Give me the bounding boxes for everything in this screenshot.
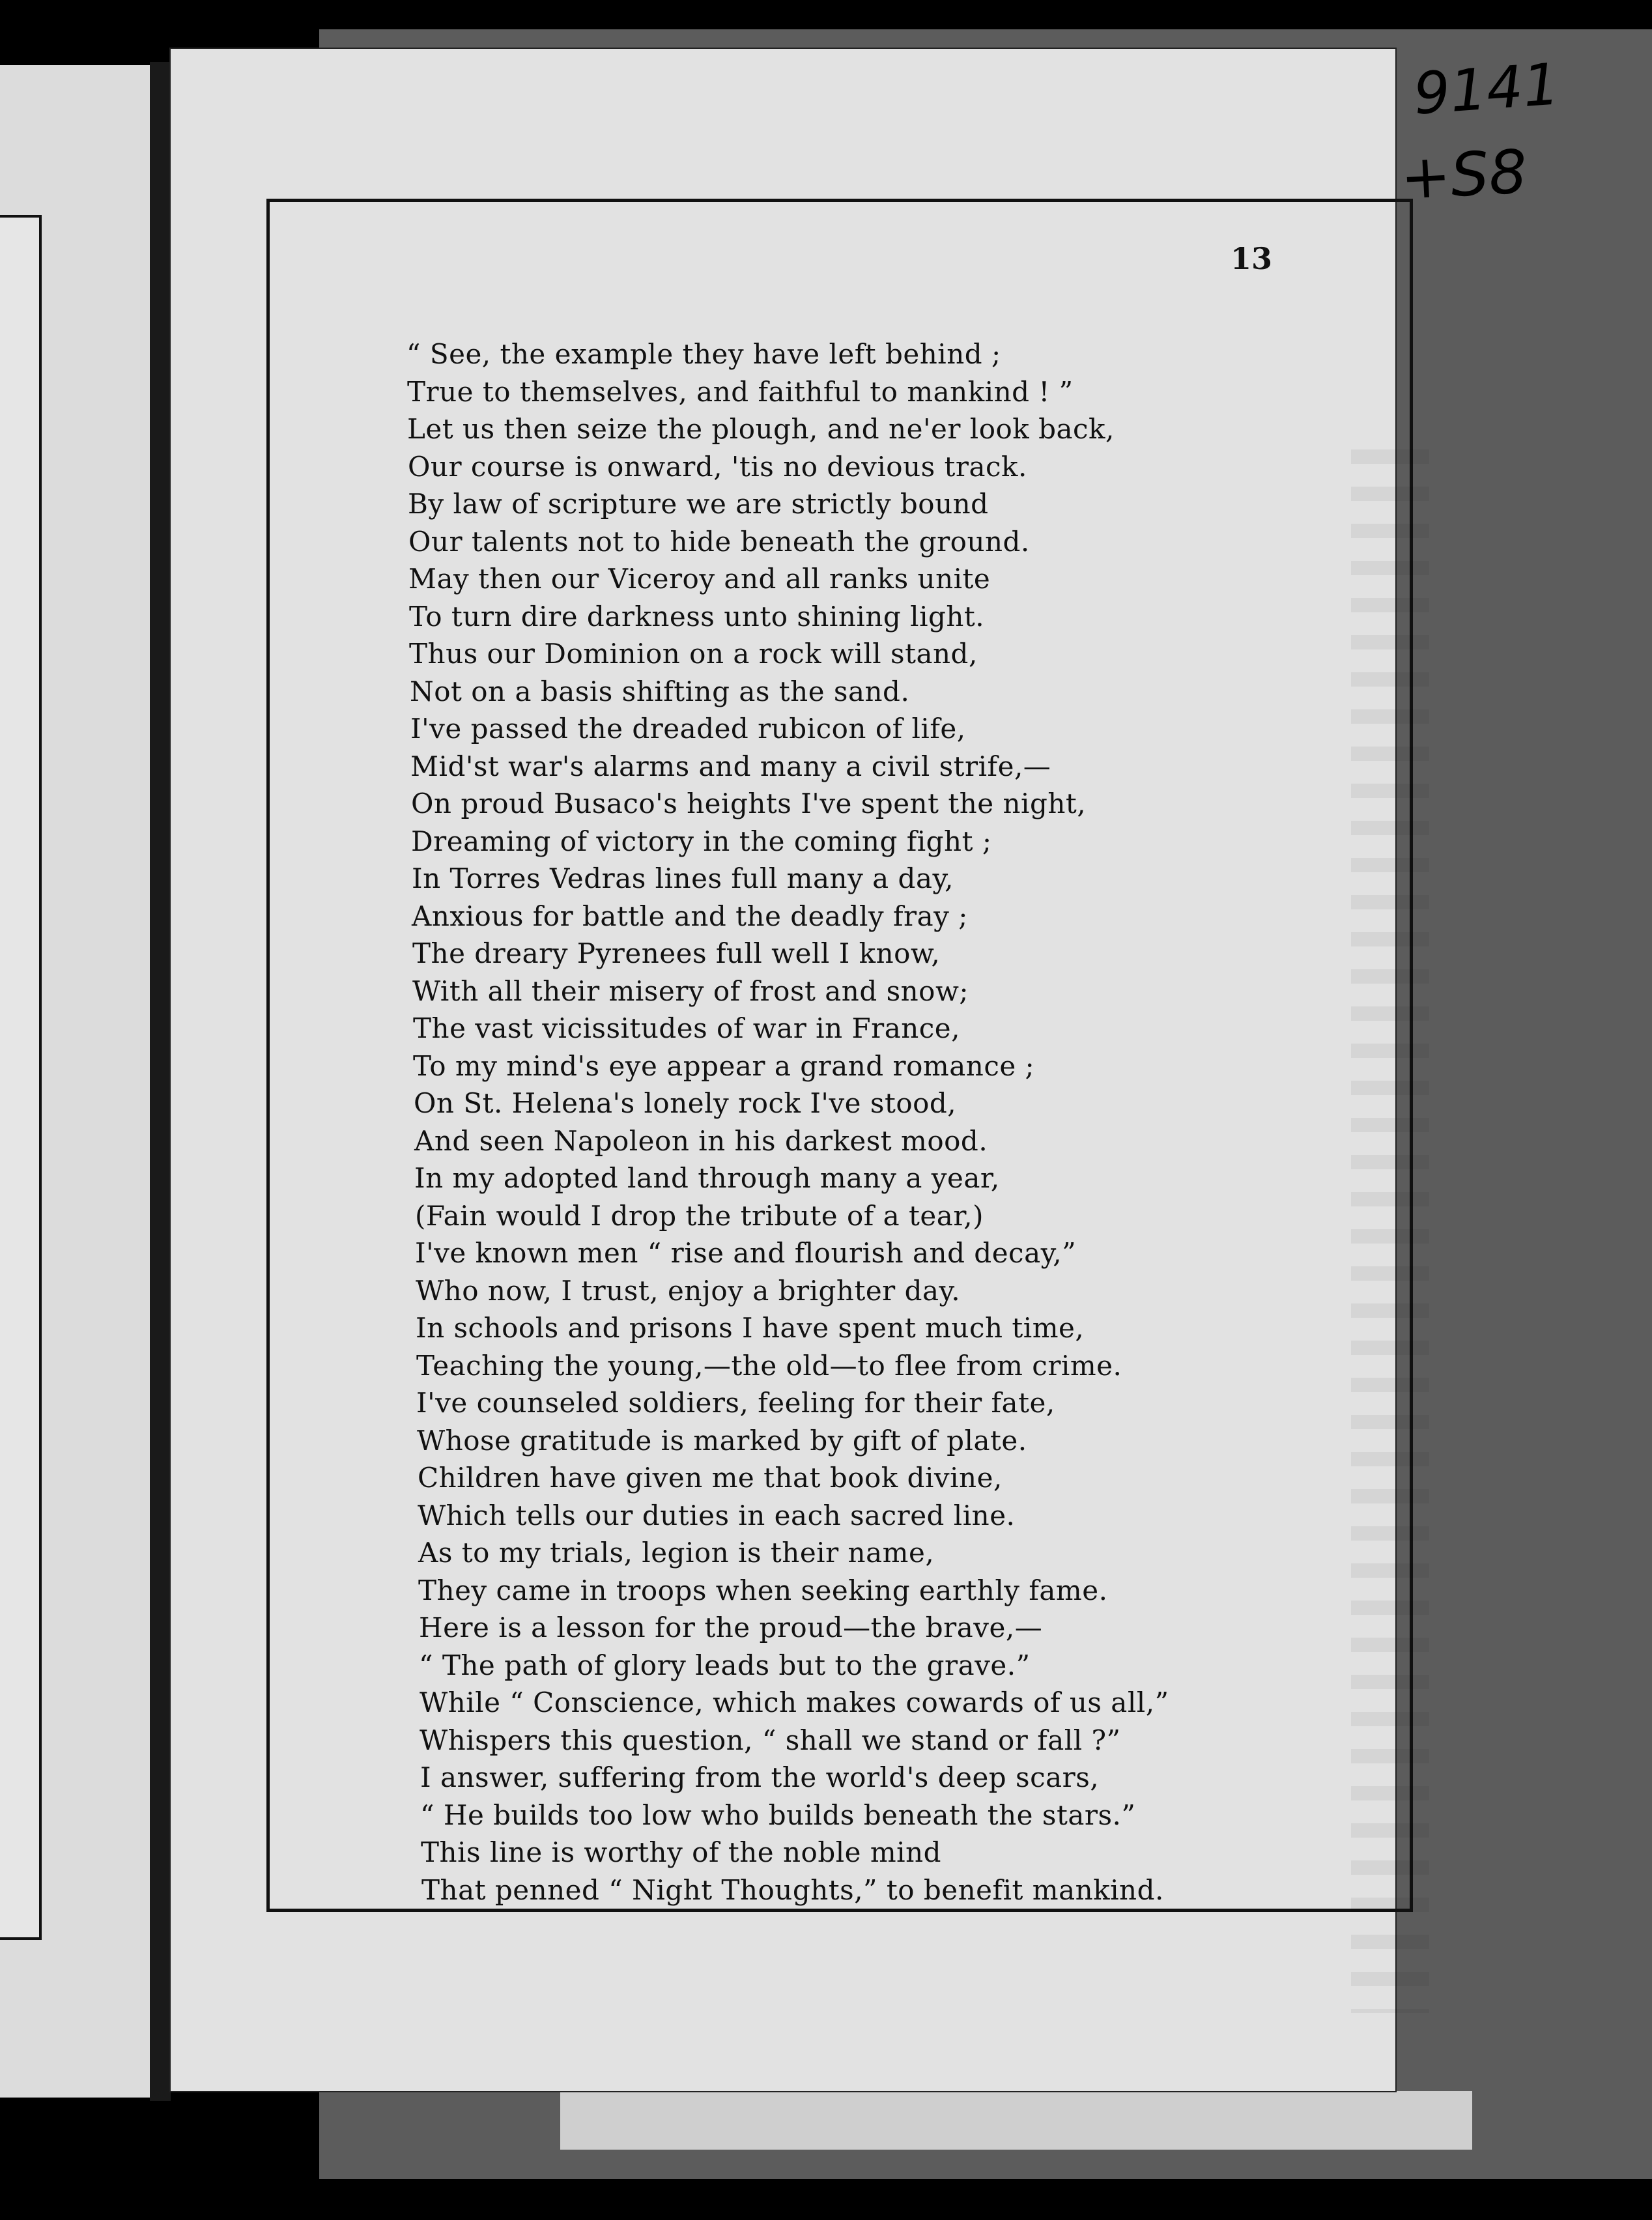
poem-line: “ He builds too low who builds beneath the stars.”: [420, 1799, 1136, 1831]
poem-line: Whispers this question, “ shall we stand or fall ?”: [420, 1724, 1121, 1756]
poem-line: Not on a basis shifting as the sand.: [410, 675, 910, 707]
poem-line: Children have given me that book divine,: [418, 1462, 1003, 1494]
poem-line: And seen Napoleon in his darkest mood.: [414, 1124, 988, 1157]
archive-mark-number: 9141: [1411, 50, 1562, 128]
poem-line: Here is a lesson for the proud—the brave,—: [419, 1612, 1043, 1644]
poem-line: In Torres Vedras lines full many a day,: [412, 862, 954, 894]
poem-line: May then our Viceroy and all ranks unite: [408, 563, 991, 595]
poem-line: True to themselves, and faithful to mankind ! ”: [407, 375, 1074, 408]
poem-text: [406, 335, 1169, 1909]
poem-line: Our talents not to hide beneath the ground.: [408, 525, 1030, 558]
poem-line: Whose gratitude is marked by gift of plate.: [417, 1424, 1027, 1457]
poem-line: To turn dire darkness unto shining light.: [409, 600, 985, 633]
page-border-frame: [266, 199, 1413, 1912]
book-page: [171, 49, 1395, 2091]
facing-page-left: [0, 65, 150, 2098]
archive-mark-code: +S8: [1399, 136, 1529, 214]
poem-line: I've passed the dreaded rubicon of life,: [410, 713, 966, 745]
poem-line: By law of scripture we are strictly bound: [408, 488, 989, 520]
poem-line: The vast vicissitudes of war in France,: [413, 1012, 961, 1044]
poem-line: They came in troops when seeking earthly fame.: [418, 1574, 1108, 1606]
page-number: 13: [1231, 241, 1273, 276]
poem-line: As to my trials, legion is their name,: [418, 1537, 935, 1569]
poem-line: That penned “ Night Thoughts,” to benefit mankind.: [421, 1873, 1164, 1906]
facing-page-frame: [0, 215, 42, 1940]
poem-line: On proud Busaco's heights I've spent the night,: [411, 788, 1087, 819]
poem-line: (Fain would I drop the tribute of a tear,): [415, 1199, 984, 1232]
poem-line: To my mind's eye appear a grand romance ;: [413, 1049, 1035, 1082]
poem-line: I've known men “ rise and flourish and decay,”: [415, 1237, 1077, 1269]
poem-line: I've counseled soldiers, feeling for their fate,: [416, 1387, 1055, 1419]
poem-line: In my adopted land through many a year,: [414, 1162, 1000, 1194]
poem-line: With all their misery of frost and snow;: [412, 975, 969, 1007]
poem-line: Mid'st war's alarms and many a civil strife,—: [410, 750, 1051, 782]
poem-line: On St. Helena's lonely rock I've stood,: [414, 1087, 957, 1119]
poem-line: While “ Conscience, which makes cowards of us all,”: [420, 1686, 1169, 1718]
poem-line: Thus our Dominion on a rock will stand,: [409, 638, 978, 670]
poem-line: This line is worthy of the noble mind: [421, 1836, 942, 1868]
poem-line: Let us then seize the plough, and ne'er look back,: [407, 413, 1115, 445]
book-gutter: [150, 62, 171, 2101]
poem-line: “ The path of glory leads but to the grave.”: [419, 1649, 1031, 1681]
poem-line: The dreary Pyrenees full well I know,: [412, 937, 941, 969]
bleed-through-text: [1351, 449, 1429, 2013]
poem-line: Anxious for battle and the deadly fray ;: [412, 900, 968, 932]
poem-line: Our course is onward, 'tis no devious track.: [408, 450, 1027, 483]
poem-line: In schools and prisons I have spent much time,: [416, 1312, 1085, 1344]
poem-line: “ See, the example they have left behind ;: [406, 338, 1001, 370]
poem-line: Who now, I trust, enjoy a brighter day.: [416, 1274, 961, 1307]
page-edge-strip: [560, 2091, 1472, 2150]
poem-line: Teaching the young,—the old—to flee from crime.: [416, 1349, 1122, 1382]
poem-line: Which tells our duties in each sacred line.: [418, 1499, 1016, 1531]
poem-line: Dreaming of victory in the coming fight ;: [411, 825, 992, 857]
poem-line: I answer, suffering from the world's deep scars,: [420, 1761, 1100, 1793]
